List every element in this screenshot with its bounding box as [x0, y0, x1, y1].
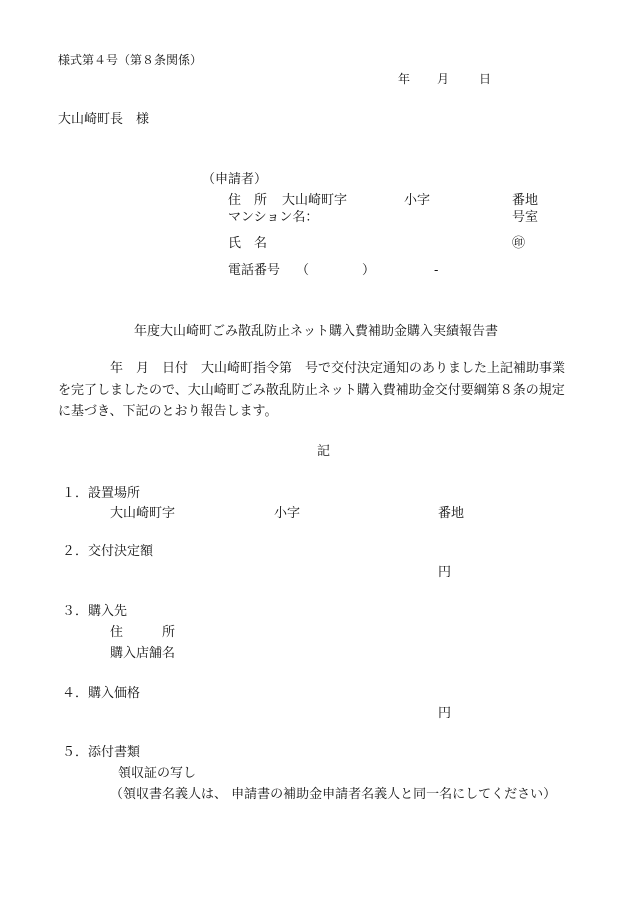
seal-mark: ㊞ — [512, 236, 526, 251]
address-banchi: 番地 — [512, 193, 539, 208]
item-3-label: ３．購入先 — [62, 604, 128, 619]
address-label: 住 所 — [228, 193, 268, 208]
room-label: 号室 — [512, 210, 539, 225]
item-3-address: 住 所 — [110, 625, 176, 640]
body-line-3: に基づき、下記のとおり報告します。 — [58, 404, 278, 419]
form-number: 様式第４号（第８条関係） — [58, 53, 203, 67]
item-4-unit: 円 — [438, 706, 452, 721]
item-2-unit: 円 — [438, 565, 452, 580]
item-1-label: １．設置場所 — [62, 486, 141, 501]
mansion-label: マンション名： — [228, 210, 319, 225]
addressee: 大山崎町長 様 — [58, 112, 150, 127]
phone-label: 電話番号 — [228, 263, 281, 278]
item-5-doc: 領収証の写し — [118, 766, 197, 781]
item-4-label: ４．購入価格 — [62, 686, 141, 701]
phone-open-paren: （ — [296, 263, 310, 278]
body-line-1: 年 月 日付 大山崎町指令第 号で交付決定通知のありました上記補助事業 — [110, 361, 566, 376]
address-town: 大山崎町字 — [282, 193, 348, 208]
phone-close-paren: ） — [362, 263, 376, 278]
document-title: 年度大山崎町ごみ散乱防止ネット購入費補助金購入実績報告書 — [134, 324, 499, 339]
applicant-header: （申請者） — [202, 172, 268, 187]
item-1-banchi: 番地 — [438, 506, 465, 521]
phone-dash: - — [434, 263, 439, 278]
item-1-koaza: 小字 — [274, 506, 301, 521]
body-line-2: を完了しましたので、大山崎町ごみ散乱防止ネット購入費補助金交付要綱第８条の規定 — [58, 383, 565, 398]
item-5-note: （領収書名義人は、 申請書の補助金申請者名義人と同一名にしてください） — [110, 787, 557, 802]
date-year-label: 年 — [398, 72, 411, 86]
date-month-label: 月 — [437, 72, 450, 86]
name-label: 氏 名 — [228, 236, 268, 251]
date-day-label: 日 — [479, 72, 492, 86]
item-5-label: ５．添付書類 — [62, 745, 141, 760]
item-2-label: ２．交付決定額 — [62, 544, 154, 559]
address-koaza: 小字 — [404, 193, 431, 208]
ki-heading: 記 — [317, 444, 331, 459]
item-3-store: 購入店舗名 — [110, 646, 176, 661]
item-1-town: 大山崎町字 — [110, 506, 176, 521]
